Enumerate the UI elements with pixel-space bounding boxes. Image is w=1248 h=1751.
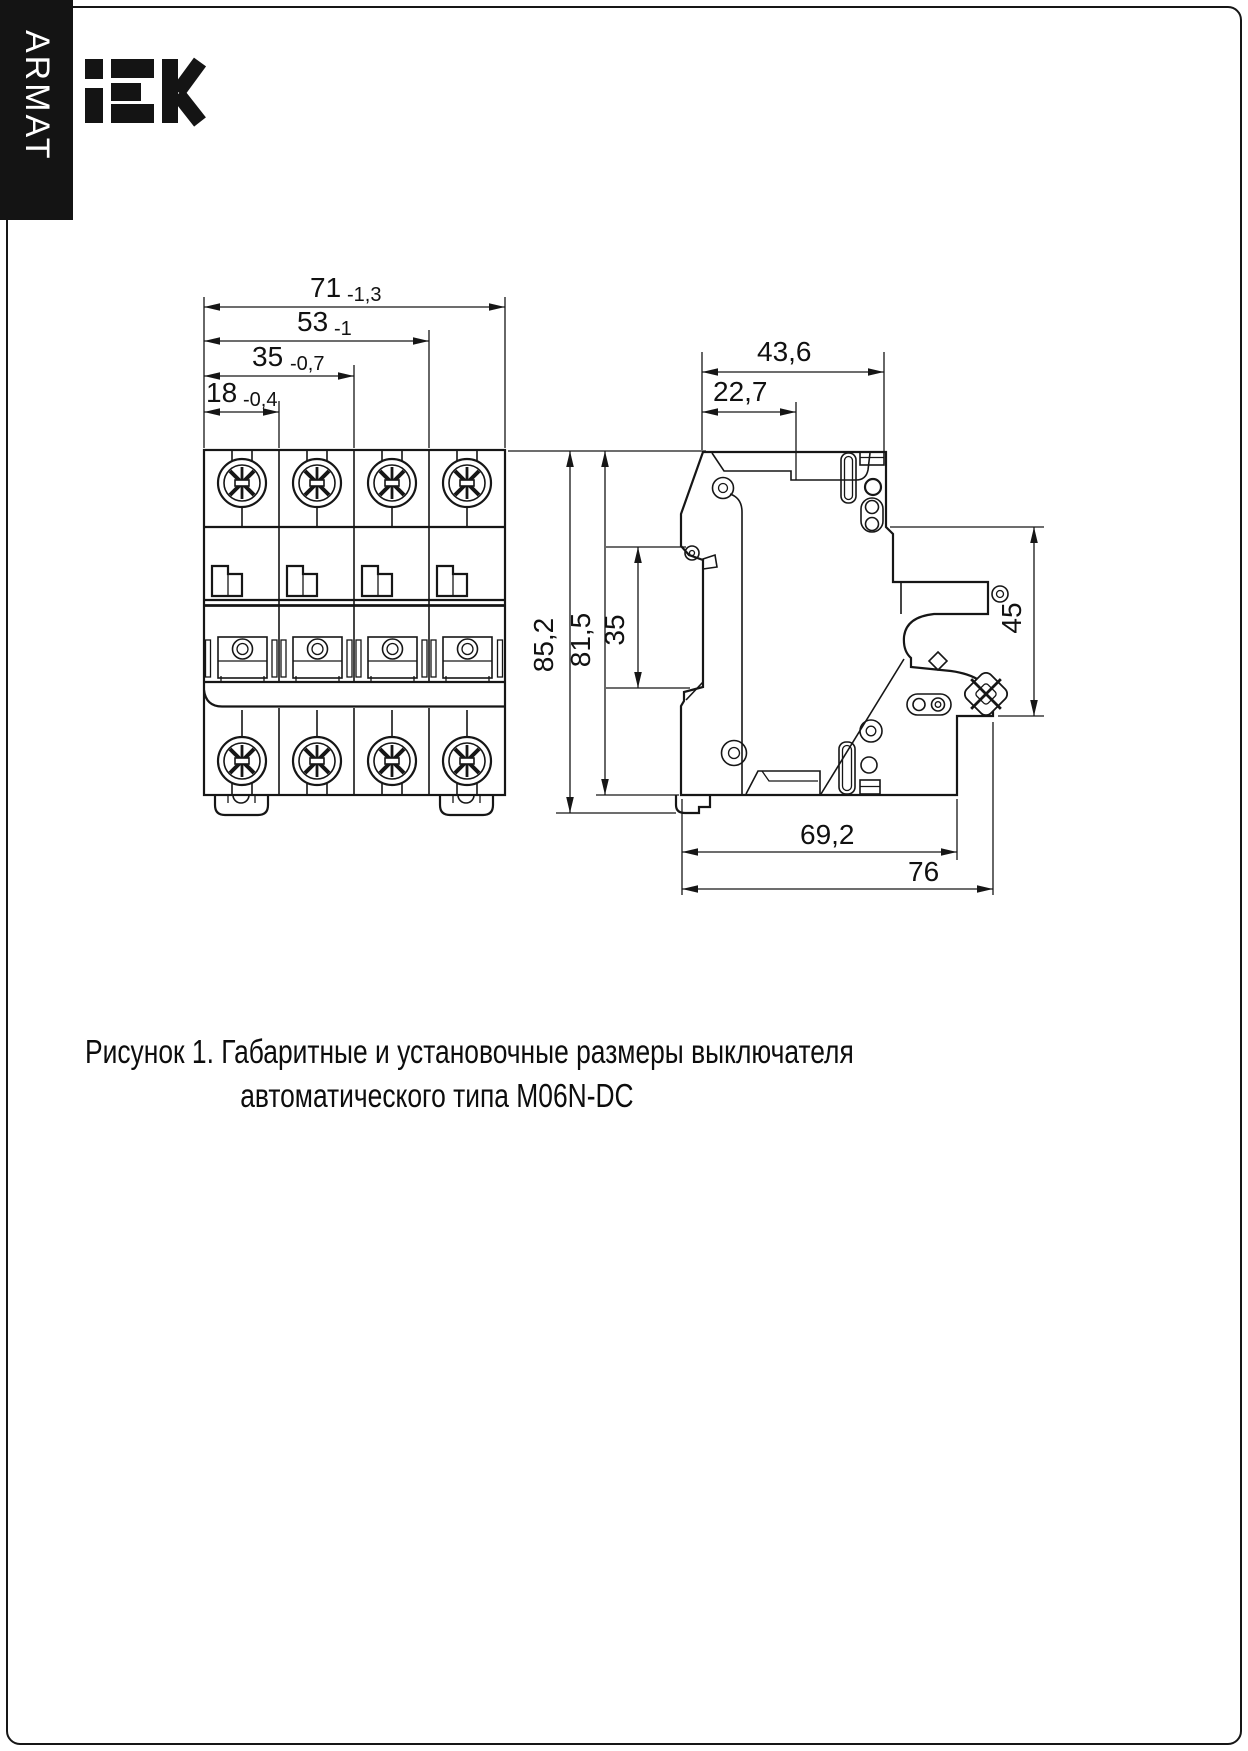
- terminal-screw-top: [443, 450, 491, 527]
- figure-caption-line1: Рисунок 1. Габаритные и установочные размеры выключателя: [85, 1033, 854, 1070]
- toggle-handle: [287, 566, 317, 596]
- terminal-screw-top: [218, 450, 266, 527]
- dim-43-6: 43,6: [757, 336, 812, 367]
- indicator-window: [218, 637, 267, 682]
- mounting-foot: [215, 795, 268, 815]
- dim-76: 76: [908, 856, 940, 887]
- side-view: [676, 452, 1016, 813]
- dim-18: 18: [206, 377, 238, 408]
- terminal-screw-bottom: [443, 710, 491, 795]
- terminal-screw-bottom: [368, 710, 416, 795]
- terminal-screw-bottom: [218, 710, 266, 795]
- dimension-lines: [204, 297, 1044, 895]
- brand-vertical-label: ARMAT: [18, 30, 56, 162]
- dim-35: 35: [252, 341, 284, 372]
- terminal-screw-top: [368, 450, 416, 527]
- terminal-screw-bottom: [293, 710, 341, 795]
- indicator-window: [293, 637, 342, 682]
- dim-18-tol: -0,4: [243, 389, 278, 411]
- dim-71-tol: -1,3: [347, 284, 382, 306]
- front-view: [204, 450, 505, 815]
- dim-53: 53: [297, 306, 329, 337]
- figure-caption: [85, 1030, 965, 1118]
- indicator-window: [443, 637, 492, 682]
- dim-53-tol: -1: [334, 318, 352, 340]
- dim-81-5: 81,5: [565, 612, 596, 668]
- indicator-window: [368, 637, 417, 682]
- toggle-handle: [362, 566, 392, 596]
- dim-45: 45: [996, 602, 1027, 634]
- dim-22-7: 22,7: [713, 376, 768, 407]
- dim-71: 71: [310, 272, 342, 303]
- dim-69-2: 69,2: [800, 819, 855, 850]
- dim-35-tol: -0,7: [290, 353, 325, 375]
- figure-caption-line2: автоматического типа M06N-DC: [240, 1077, 634, 1114]
- dim-85-2: 85,2: [528, 617, 559, 673]
- dim-rail-35: 35: [599, 614, 630, 646]
- toggle-handle: [212, 566, 242, 596]
- toggle-handle: [437, 566, 467, 596]
- mounting-foot: [440, 795, 493, 815]
- terminal-screw-top: [293, 450, 341, 527]
